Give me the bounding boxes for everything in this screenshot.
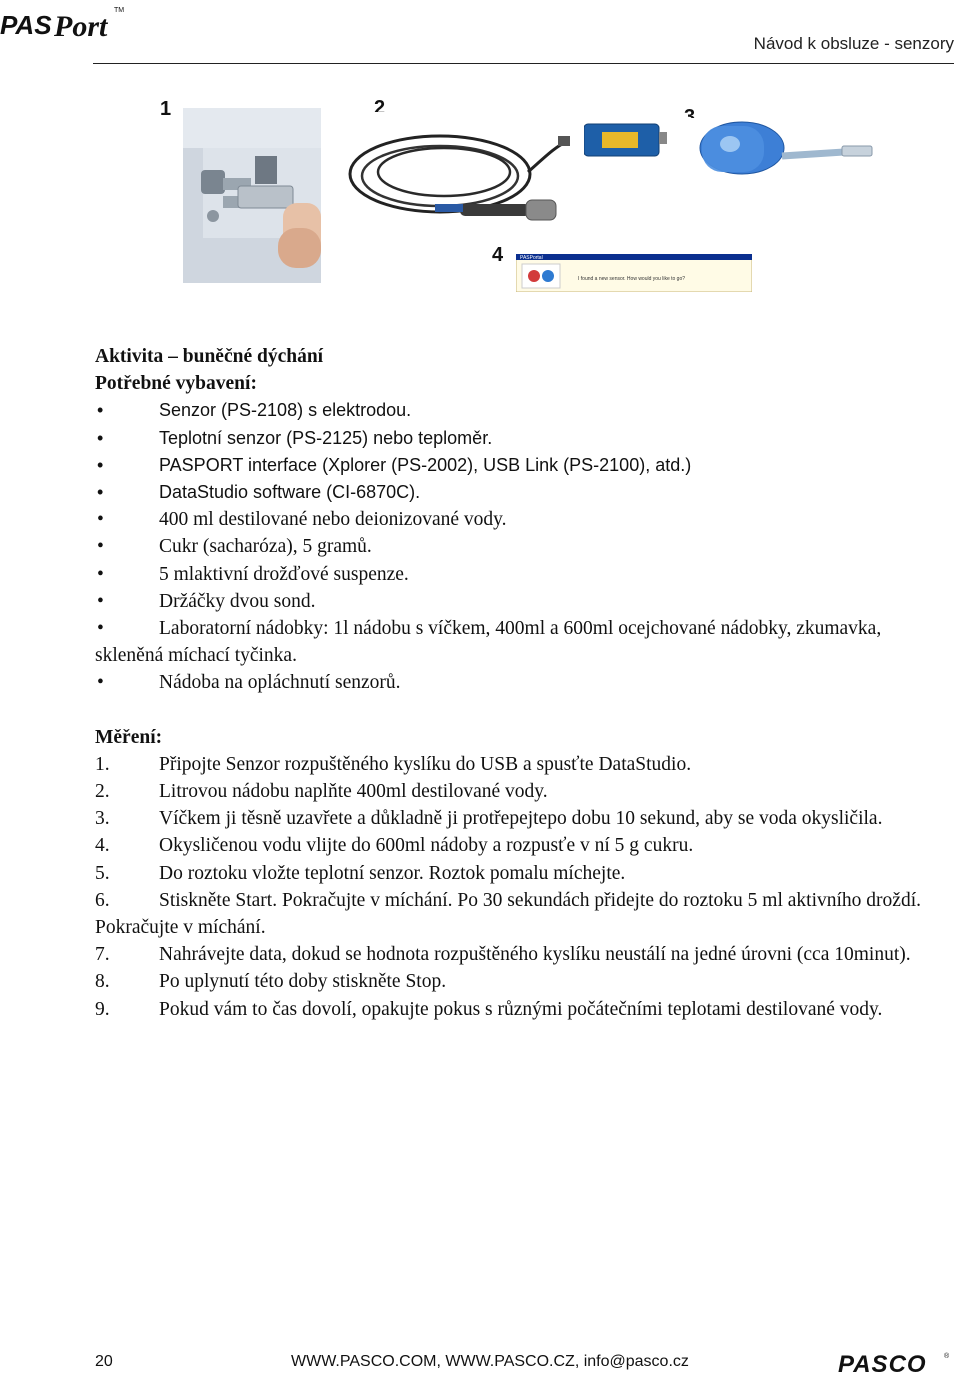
bullet-icon: • — [97, 618, 104, 640]
equipment-item: • DataStudio software (CI-6870C). — [95, 479, 947, 506]
measurement-heading: Měření: — [95, 726, 163, 748]
step-item: 6. Stiskněte Start. Pokračujte v míchání. Po 30 sekundách přidejte do roztoku 5 ml aktivního droždí. Pokračujte v míchání. — [95, 889, 921, 939]
header-divider — [93, 63, 954, 64]
svg-text:TM: TM — [114, 7, 125, 14]
figure-label-2: 2 — [374, 97, 386, 119]
step-item: 4. Okysličenou vodu vlijte do 600ml nádoby a rozpusťe v ní 5 g cukru. — [95, 835, 694, 857]
bullet-icon: • — [97, 563, 104, 585]
pasport-logo — [0, 0, 140, 48]
bullet-icon: • — [97, 509, 104, 531]
step-item: 7. Nahrávejte data, dokud se hodnota rozpuštěného kyslíku neustálí na jedné úrovni (cca 10minut). — [95, 944, 911, 966]
equipment-item: • Senzor (PS-2108) s elektrodou. — [95, 397, 947, 424]
step-item: 8. Po uplynutí této doby stiskněte Stop. — [95, 971, 447, 993]
equipment-item: • Držáčky dvou sond. — [95, 588, 947, 615]
step-item: 3. Víčkem ji těsně uzavřete a důkladně ji protřepejtepo dobu 10 sekund, aby se voda okysličila. — [95, 808, 883, 830]
svg-text:PAS: PAS — [0, 10, 52, 40]
bullet-icon: • — [97, 400, 104, 421]
equipment-heading: Potřebné vybavení: — [95, 373, 257, 395]
sensor-cable-photo — [340, 112, 572, 242]
equipment-item: • Laboratorní nádobky: 1l nádobu s víčkem, 400ml a 600ml ocejchované nádobky, zkumavka, skleněná míchací tyčinka. — [95, 615, 947, 669]
equipment-item: • PASPORT interface (Xplorer (PS-2002), USB Link (PS-2100), atd.) — [95, 452, 947, 479]
usb-port-photo — [183, 108, 321, 283]
equipment-item: • Cukr (sacharóza), 5 gramů. — [95, 533, 947, 560]
equipment-item: • Nádoba na opláchnutí senzorů. — [95, 669, 947, 696]
equipment-item: • Teplotní senzor (PS-2125) nebo teploměr. — [95, 425, 947, 452]
bullet-icon: • — [97, 454, 104, 475]
equipment-item: • 400 ml destilované nebo deionizované vody. — [95, 506, 947, 533]
bullet-icon: • — [97, 482, 104, 503]
figure-label-3: 3 — [684, 106, 696, 128]
equipment-item: • 5 mlaktivní drožďové suspenze. — [95, 561, 947, 588]
pasco-logo — [836, 1350, 954, 1376]
activity-title: Aktivita – buněčné dýchání — [95, 346, 324, 367]
figure-label-4: 4 — [492, 244, 504, 266]
figure-label-1: 1 — [160, 98, 172, 120]
screenshot-window-title: PASPortal — [520, 255, 543, 261]
bullet-icon: • — [97, 672, 104, 694]
step-item: 5. Do roztoku vložte teplotní senzor. Roztok pomalu míchejte. — [95, 862, 626, 884]
document-title: Návod k obsluze - senzory — [753, 34, 954, 53]
usb-link-photo — [584, 118, 884, 186]
screenshot-message: I found a new sensor. How would you like to go? — [578, 276, 686, 282]
step-item: 1. Připojte Senzor rozpuštěného kyslíku do USB a spusťte DataStudio. — [95, 753, 692, 775]
bullet-icon: • — [97, 536, 104, 558]
svg-text:Port: Port — [54, 10, 108, 43]
page-number: 20 — [95, 1353, 113, 1370]
software-screenshot — [516, 254, 752, 292]
svg-text:PASCO: PASCO — [838, 1351, 927, 1376]
footer-contact: WWW.PASCO.COM, WWW.PASCO.CZ, info@pasco.cz — [291, 1353, 689, 1370]
step-item: 9. Pokud vám to čas dovolí, opakujte pokus s různými počátečními teplotami destilované vody. — [95, 998, 883, 1020]
step-item: 2. Litrovou nádobu naplňte 400ml destilované vody. — [95, 781, 548, 803]
svg-text:®: ® — [944, 1353, 950, 1360]
bullet-icon: • — [97, 427, 104, 448]
main-content — [95, 343, 947, 1023]
bullet-icon: • — [97, 590, 104, 612]
